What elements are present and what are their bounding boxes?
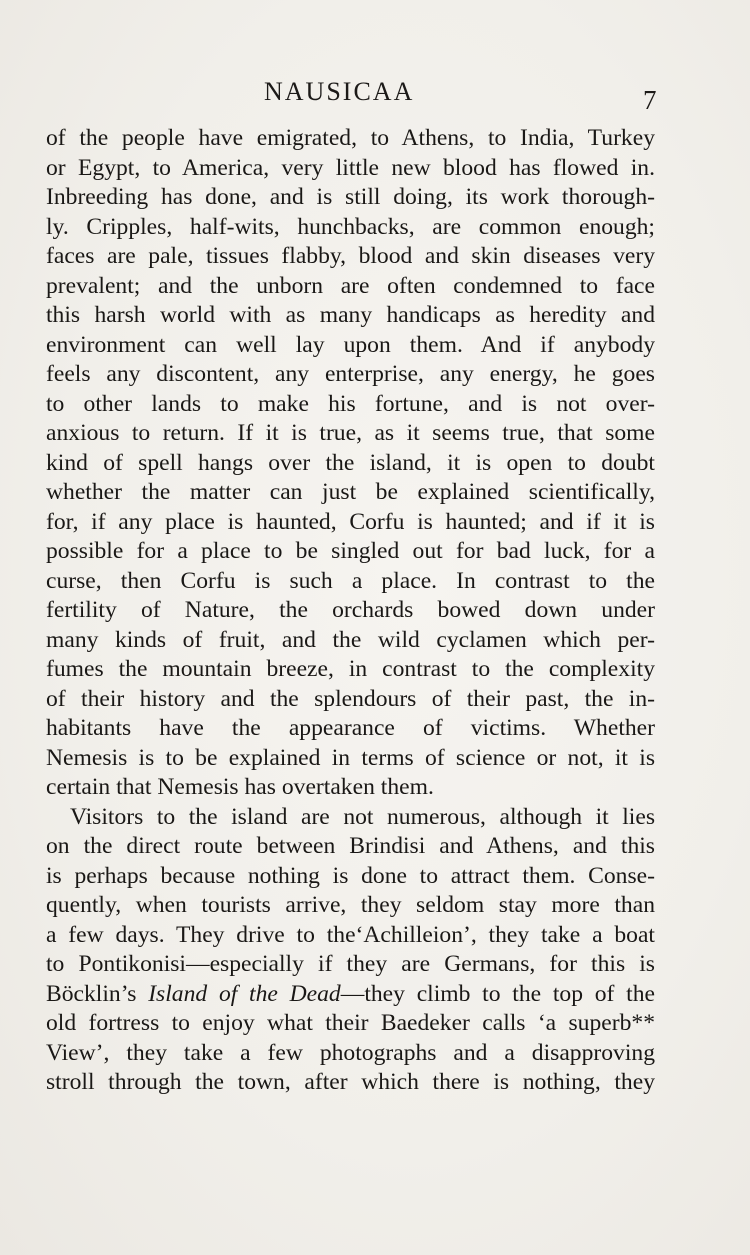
text-line: curse, then Corfu is such a place. In contrast to the: [46, 567, 655, 594]
text-line: faces are pale, tissues flabby, blood and skin diseases very: [46, 243, 655, 269]
text-line: many kinds of fruit, and the wild cyclamen which per-: [46, 626, 655, 653]
text-line: fertility of Nature, the orchards bowed down under: [46, 597, 655, 623]
text-line: certain that Nemesis has overtaken them.: [46, 774, 434, 800]
text-line: kind of spell hangs over the island, it is open to doubt: [46, 449, 655, 476]
text-run: —they climb to the top of the: [340, 980, 655, 1007]
text-line: fumes the mountain breeze, in contrast to the complexity: [46, 656, 655, 682]
text-line: this harsh world with as many handicaps as heredity and: [46, 302, 655, 328]
text-line: to other lands to make his fortune, and is not over-: [46, 390, 655, 417]
body-text: [46, 124, 655, 1098]
text-line-with-italic: [46, 980, 655, 1010]
chapter-title: NAUSICAA: [264, 77, 415, 106]
italic-book-title: Island of the Dead: [148, 980, 341, 1007]
text-line: feels any discontent, any enterprise, any energy, he goes: [46, 361, 655, 387]
text-line: quently, when tourists arrive, they seldom stay more than: [46, 892, 655, 918]
text-line: ly. Cripples, half-wits, hunchbacks, are common enough;: [46, 213, 655, 240]
text-line: Inbreeding has done, and is still doing, its work thorough-: [46, 184, 655, 210]
text-line: Nemesis is to be explained in terms of science or not, it is: [46, 744, 655, 771]
text-line: possible for a place to be singled out for bad luck, for a: [46, 538, 655, 564]
page-number: 7: [643, 85, 657, 115]
text-run: Böcklin’s: [46, 980, 149, 1007]
text-line: habitants have the appearance of victims. Whether: [46, 715, 655, 741]
text-line: is perhaps because nothing is done to attract them. Conse-: [46, 862, 655, 889]
text-line: of the people have emigrated, to Athens, to India, Turkey: [46, 125, 655, 151]
text-line: on the direct route between Brindisi and Athens, and this: [46, 833, 655, 859]
text-line: stroll through the town, after which there is nothing, they: [46, 1069, 655, 1095]
text-line: prevalent; and the unborn are often condemned to face: [46, 272, 655, 299]
text-line: View’, they take a few photographs and a disapproving: [46, 1039, 655, 1066]
text-line: to Pontikonisi—especially if they are Germans, for this is: [46, 951, 655, 977]
text-line: anxious to return. If it is true, as it seems true, that some: [46, 420, 655, 446]
text-line: environment can well lay upon them. And if anybody: [46, 331, 655, 358]
text-line: Visitors to the island are not numerous, although it lies: [70, 803, 655, 830]
text-line: a few days. They drive to the‘Achilleion’, they take a boat: [46, 921, 655, 948]
text-line: whether the matter can just be explained scientifically,: [46, 479, 655, 505]
running-head: [0, 74, 750, 115]
text-line: old fortress to enjoy what their Baedeker calls ‘a superb**: [46, 1010, 655, 1036]
text-line: or Egypt, to America, very little new blood has flowed in.: [46, 154, 655, 181]
text-line: for, if any place is haunted, Corfu is haunted; and if it is: [46, 508, 655, 535]
text-line: of their history and the splendours of their past, the in-: [46, 685, 655, 712]
